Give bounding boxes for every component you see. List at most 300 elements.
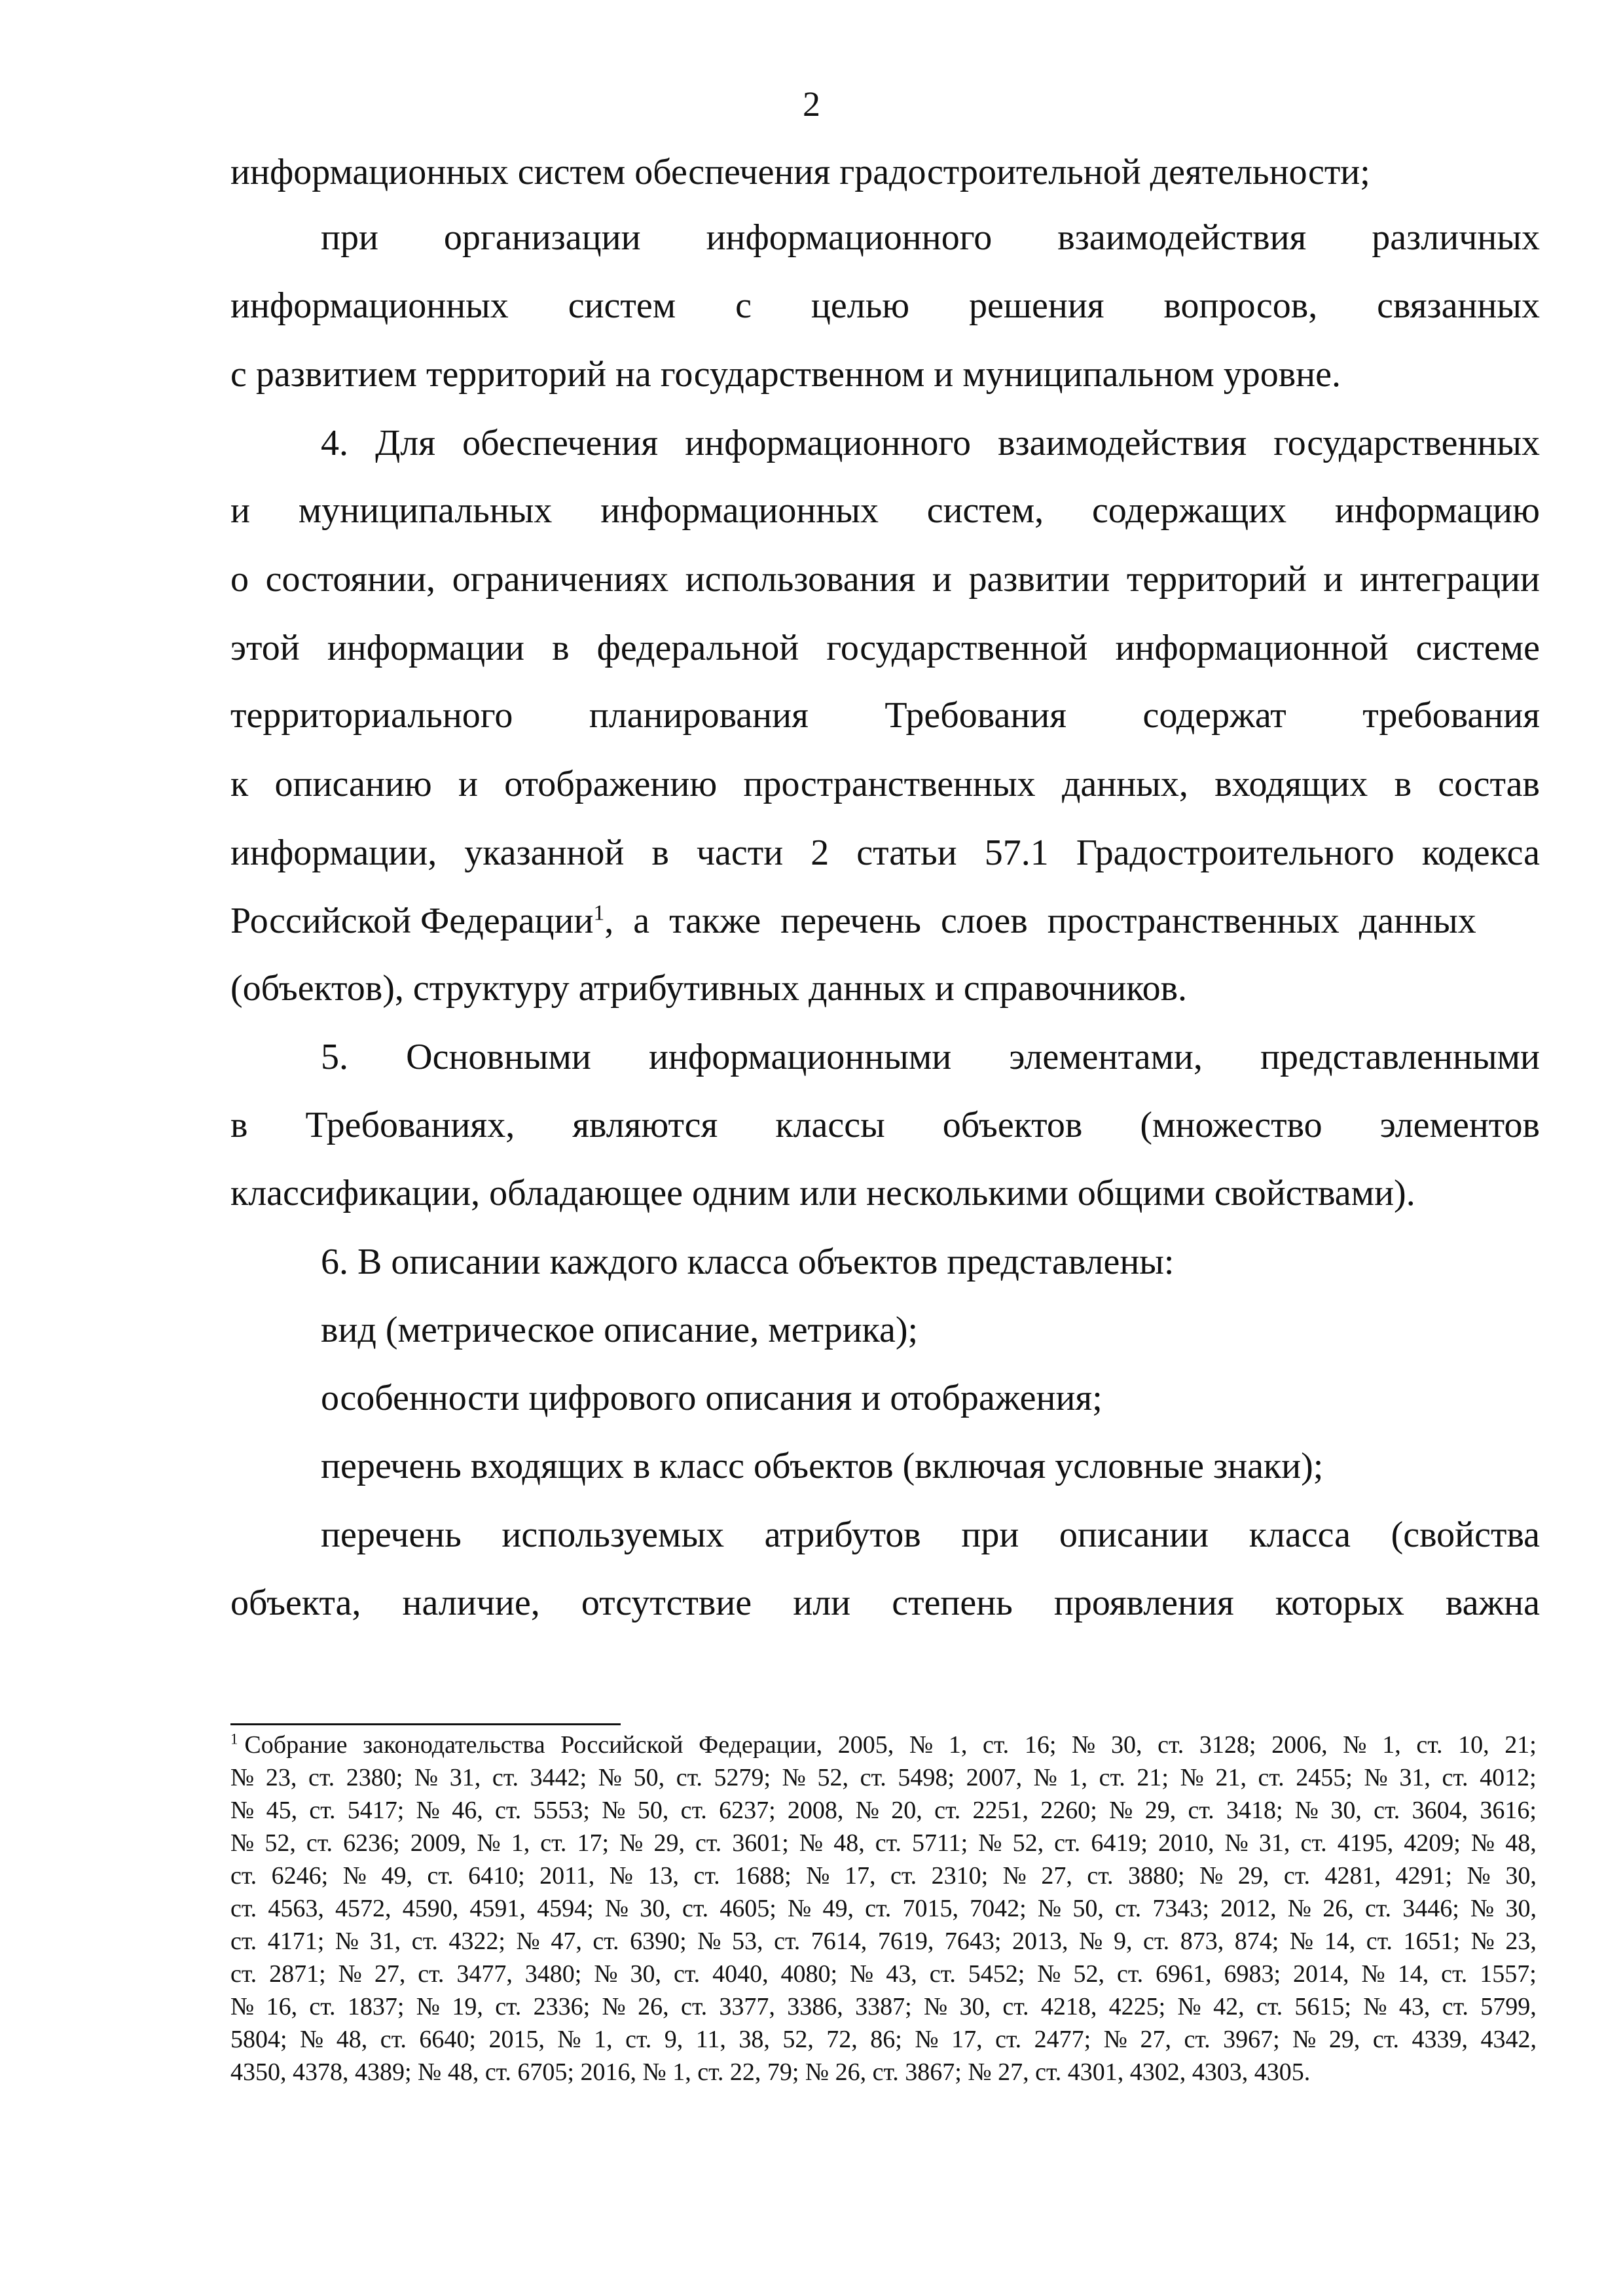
- word: в: [230, 1105, 248, 1145]
- word: ст.: [1366, 1928, 1393, 1955]
- footnote-line: [230, 1762, 1537, 1793]
- word: 52,: [1073, 1960, 1105, 1988]
- text-line: [230, 283, 1540, 329]
- word: 4195,: [1337, 1829, 1394, 1857]
- word: №: [697, 1928, 721, 1955]
- word: ст.: [1188, 1797, 1214, 1824]
- word: ст.: [625, 2026, 652, 2053]
- word: 19,: [452, 1993, 483, 2020]
- word: различных: [1372, 217, 1540, 258]
- word: 21;: [1137, 1764, 1169, 1791]
- word: 3967;: [1223, 2026, 1280, 2053]
- word: 1837;: [347, 1993, 405, 2020]
- footnote-line: [230, 1827, 1537, 1859]
- text-line-with-footnote-ref: [230, 898, 1540, 944]
- footnote-line: [230, 1926, 1537, 1957]
- word: 17,: [951, 2026, 983, 2053]
- word: 2: [811, 833, 830, 873]
- word: 50,: [1072, 1895, 1104, 1922]
- word: 4594;: [537, 1895, 594, 1922]
- word: 4572,: [335, 1895, 392, 1922]
- word: №: [416, 1797, 440, 1824]
- word: 46,: [452, 1797, 483, 1824]
- word: которых: [1275, 1583, 1404, 1623]
- word: 7643;: [944, 1928, 1002, 1955]
- word: целью: [811, 285, 910, 326]
- word: 4590,: [402, 1895, 459, 1922]
- word: 9,: [1113, 1928, 1133, 1955]
- word: ст.: [1184, 2026, 1211, 2053]
- word: 7015,: [902, 1895, 958, 1922]
- word: ст.: [230, 1960, 257, 1988]
- word: ст.: [1441, 1960, 1468, 1988]
- word: 57.1: [984, 833, 1049, 873]
- word: ст.: [875, 1829, 902, 1857]
- word: организации: [443, 217, 641, 258]
- word: этой: [230, 628, 300, 668]
- word: ст.: [1258, 1764, 1285, 1791]
- word: ст.: [680, 1797, 707, 1824]
- footnote-line: [230, 1893, 1537, 1924]
- word: интеграции: [1359, 559, 1540, 600]
- word: 13,: [647, 1862, 679, 1890]
- word: ст.: [1116, 1960, 1144, 1988]
- word: 2008,: [787, 1797, 844, 1824]
- word: №: [978, 1829, 1002, 1857]
- word: ст.: [774, 1928, 801, 1955]
- word: 4281,: [1324, 1862, 1381, 1890]
- word: ст.: [418, 1960, 445, 1988]
- word: ст.: [593, 1928, 619, 1955]
- word: информационного: [706, 217, 993, 258]
- word: №: [1037, 1960, 1061, 1988]
- word: состав: [1438, 764, 1540, 804]
- word: 4225;: [1108, 1993, 1166, 2020]
- word: №: [338, 1960, 362, 1988]
- word: элементами,: [1009, 1037, 1203, 1077]
- word: 1,: [1382, 1731, 1401, 1759]
- word: №: [909, 1731, 934, 1759]
- word: ст.: [860, 1764, 886, 1791]
- word: взаимодействия: [1057, 217, 1307, 258]
- word: решения: [969, 285, 1104, 326]
- footnote-reference: 1: [593, 901, 605, 925]
- text-line: особенности цифрового описания и отображения;: [321, 1378, 1103, 1418]
- word: 4.: [321, 423, 348, 463]
- word: 3480;: [524, 1960, 582, 1988]
- text-line: (объектов), структуру атрибутивных данных и справочников.: [230, 968, 1188, 1009]
- word: 1,: [594, 2026, 613, 2053]
- word: 16;: [1024, 1731, 1057, 1759]
- word: Федерации,: [699, 1731, 823, 1759]
- word: 7614,: [811, 1928, 867, 1955]
- word: 11,: [695, 2026, 726, 2053]
- word: информации,: [230, 833, 437, 873]
- text-line: [321, 1034, 1540, 1080]
- text-fragment: Российской Федерации: [230, 901, 594, 941]
- word: №: [855, 1797, 879, 1824]
- word: №: [1037, 1895, 1062, 1922]
- footnote-separator: [230, 1723, 621, 1725]
- text-line: [321, 1512, 1540, 1558]
- word: в: [651, 833, 669, 873]
- word: 3616;: [1480, 1797, 1537, 1824]
- word: 49,: [381, 1862, 412, 1890]
- footnote-line: [230, 1991, 1537, 2022]
- word: 52,: [1012, 1829, 1044, 1857]
- word: №: [1079, 1928, 1103, 1955]
- text-line: информационных систем обеспечения градостроительной деятельности;: [230, 152, 1370, 192]
- word: 43,: [1398, 1993, 1431, 2020]
- word: 3601;: [732, 1829, 789, 1857]
- word: ст.: [495, 1797, 522, 1824]
- word: ст.: [309, 1797, 336, 1824]
- word: территориального: [230, 695, 513, 736]
- word: 26,: [1322, 1895, 1354, 1922]
- word: федеральной: [596, 628, 799, 668]
- word: 2251,: [972, 1797, 1029, 1824]
- word: 52,: [817, 1764, 849, 1791]
- word: ст.: [306, 1829, 333, 1857]
- word: ст.: [380, 2026, 407, 2053]
- word: №: [1224, 1829, 1249, 1857]
- footnote-line: [230, 1795, 1537, 1826]
- word: 4012;: [1480, 1764, 1537, 1791]
- word: 4322;: [448, 1928, 505, 1955]
- word: 30,: [959, 1993, 991, 2020]
- word: представленными: [1260, 1037, 1540, 1077]
- word: отображению: [504, 764, 718, 804]
- word: ст.: [1087, 1862, 1114, 1890]
- page-number: 2: [803, 84, 820, 124]
- text-fragment: , а также перечень слоев пространственных данных: [604, 901, 1476, 941]
- word: указанной: [464, 833, 625, 873]
- word: обеспечения: [462, 423, 659, 463]
- text-line: [230, 556, 1540, 602]
- word: 20,: [891, 1797, 922, 1824]
- word: информационного: [685, 423, 971, 463]
- word: входящих: [1214, 764, 1368, 804]
- word: 4291;: [1395, 1862, 1453, 1890]
- word: в: [552, 628, 570, 668]
- word: ст.: [230, 1928, 257, 1955]
- text-line: перечень входящих в класс объектов (включая условные знаки);: [321, 1446, 1324, 1486]
- word: 1651;: [1403, 1928, 1461, 1955]
- word: №: [923, 1993, 948, 2020]
- word: государственной: [826, 628, 1088, 668]
- word: 6410;: [468, 1862, 525, 1890]
- word: №: [602, 1993, 626, 2020]
- word: с: [735, 285, 752, 326]
- word: ст.: [411, 1928, 438, 1955]
- word: 9,: [664, 2026, 684, 2053]
- word: 27,: [1140, 2026, 1171, 2053]
- word: ст.: [934, 1797, 961, 1824]
- word: №: [1002, 1862, 1027, 1890]
- word: при: [961, 1515, 1019, 1555]
- word: №: [1103, 2026, 1127, 2053]
- word: (свойства: [1391, 1515, 1540, 1555]
- word: и: [230, 490, 250, 531]
- word: 5452;: [968, 1960, 1025, 1988]
- word: ст.: [682, 1895, 709, 1922]
- text-line: [230, 625, 1540, 671]
- word: 48,: [336, 2026, 368, 2053]
- word: Российской: [560, 1731, 684, 1759]
- word: 7343;: [1152, 1895, 1209, 1922]
- footnote-line: [230, 1860, 1537, 1892]
- text-line: [230, 1580, 1540, 1626]
- word: или: [793, 1583, 851, 1623]
- word: 2013,: [1012, 1928, 1068, 1955]
- word: Требованиях,: [305, 1105, 515, 1145]
- footnote-marker: 1: [230, 1731, 238, 1748]
- word: №: [602, 1797, 626, 1824]
- word: и: [1323, 559, 1343, 600]
- word: ст.: [1374, 1797, 1400, 1824]
- word: и: [932, 559, 952, 600]
- word: №: [1033, 1764, 1057, 1791]
- word: 6419;: [1091, 1829, 1148, 1857]
- word: части: [696, 833, 784, 873]
- word: взаимодействия: [998, 423, 1247, 463]
- word: 1,: [511, 1829, 530, 1857]
- word: информационных: [600, 490, 879, 531]
- word: 38,: [739, 2026, 770, 2053]
- word: 30,: [1330, 1797, 1362, 1824]
- word: 6390;: [630, 1928, 687, 1955]
- word: информацию: [1334, 490, 1540, 531]
- word: 5615;: [1294, 1993, 1351, 2020]
- word: 17,: [844, 1862, 876, 1890]
- word: 2012,: [1220, 1895, 1277, 1922]
- footnote-first-line: [230, 1729, 1537, 1761]
- word: ст.: [929, 1960, 956, 1988]
- word: №: [1177, 1993, 1201, 2020]
- word: №: [335, 1928, 359, 1955]
- word: №: [915, 2026, 939, 2053]
- word: №: [300, 2026, 324, 2053]
- word: содержащих: [1091, 490, 1287, 531]
- word: муниципальных: [298, 490, 553, 531]
- word: 29,: [1328, 2026, 1360, 2053]
- word: ст.: [230, 1862, 257, 1890]
- word: 21;: [1504, 1731, 1537, 1759]
- word: 4591,: [469, 1895, 526, 1922]
- word: 4209;: [1404, 1829, 1461, 1857]
- word: при: [321, 217, 378, 258]
- word: классы: [775, 1105, 885, 1145]
- word: 4605;: [720, 1895, 776, 1922]
- word: объекта,: [230, 1583, 361, 1623]
- word: 5498;: [898, 1764, 955, 1791]
- word: 2380;: [346, 1764, 403, 1791]
- footnote-line: [230, 1958, 1537, 1990]
- word: 50,: [637, 1797, 669, 1824]
- word: №: [598, 1764, 623, 1791]
- word: 29,: [653, 1829, 685, 1857]
- word: 31,: [369, 1928, 401, 1955]
- word: отсутствие: [581, 1583, 752, 1623]
- word: описанию: [274, 764, 432, 804]
- text-line: [230, 761, 1540, 807]
- word: 874;: [1234, 1928, 1279, 1955]
- text-line: с развитием территорий на государственном и муниципальном уровне.: [230, 354, 1341, 395]
- word: ст.: [427, 1862, 454, 1890]
- word: развитии: [968, 559, 1110, 600]
- word: 2014,: [1293, 1960, 1349, 1988]
- word: 873,: [1180, 1928, 1224, 1955]
- text-line: [230, 488, 1540, 533]
- word: ст.: [1300, 1829, 1327, 1857]
- word: 2336;: [533, 1993, 591, 2020]
- word: 17;: [577, 1829, 610, 1857]
- word: 4040,: [712, 1960, 769, 1988]
- word: 31,: [1258, 1829, 1290, 1857]
- word: 2007,: [966, 1764, 1023, 1791]
- word: ст.: [1283, 1862, 1310, 1890]
- word: Основными: [406, 1037, 591, 1077]
- word: и: [458, 764, 478, 804]
- word: №: [230, 1993, 255, 2020]
- word: 31,: [1399, 1764, 1431, 1791]
- word: №: [799, 1829, 824, 1857]
- word: 6236;: [343, 1829, 400, 1857]
- word: 3442;: [530, 1764, 587, 1791]
- word: ст.: [983, 1731, 1010, 1759]
- text-line: 6. В описании каждого класса объектов представлены:: [321, 1242, 1175, 1282]
- word: 2011,: [539, 1862, 595, 1890]
- word: 4339,: [1412, 2026, 1468, 2053]
- word: являются: [572, 1105, 718, 1145]
- word: 29,: [1237, 1862, 1269, 1890]
- word: ст.: [680, 1993, 708, 2020]
- word: 6246;: [271, 1862, 329, 1890]
- word: информационных: [230, 285, 509, 326]
- word: 49,: [822, 1895, 854, 1922]
- text-line: [230, 830, 1540, 876]
- word: №: [806, 1862, 830, 1890]
- word: 47,: [551, 1928, 582, 1955]
- word: №: [788, 1895, 812, 1922]
- word: информации: [327, 628, 525, 668]
- word: №: [1343, 1731, 1367, 1759]
- word: 5804;: [230, 2026, 287, 2053]
- word: ст.: [673, 1960, 701, 1988]
- word: №: [1470, 1928, 1495, 1955]
- word: данных,: [1061, 764, 1188, 804]
- word: 4171;: [267, 1928, 325, 1955]
- word: 52,: [782, 2026, 814, 2053]
- word: 5417;: [347, 1797, 405, 1824]
- word: №: [516, 1928, 540, 1955]
- word: ст.: [890, 1862, 917, 1890]
- word: 2310;: [931, 1862, 989, 1890]
- word: ст.: [1364, 1895, 1392, 1922]
- word: №: [850, 1960, 874, 1988]
- word: степень: [892, 1583, 1013, 1623]
- word: ст.: [1442, 1993, 1468, 2020]
- word: №: [1363, 1993, 1387, 2020]
- word: №: [557, 2026, 581, 2053]
- word: использования: [685, 559, 916, 600]
- word: ограничениях: [452, 559, 669, 600]
- word: кодекса: [1421, 833, 1540, 873]
- text-line: классификации, обладающее одним или несколькими общими свойствами).: [230, 1173, 1415, 1213]
- word: объектов: [942, 1105, 1083, 1145]
- text-line: вид (метрическое описание, метрика);: [321, 1310, 919, 1350]
- word: 6237;: [719, 1797, 776, 1824]
- word: 30,: [640, 1895, 671, 1922]
- word: информационными: [649, 1037, 952, 1077]
- word: ст.: [230, 1895, 257, 1922]
- word: №: [230, 1829, 255, 1857]
- word: элементов: [1379, 1105, 1540, 1145]
- word: информационной: [1115, 628, 1389, 668]
- text-line: [321, 215, 1540, 260]
- word: 3387;: [855, 1993, 912, 2020]
- word: требования: [1362, 695, 1540, 736]
- word: 1,: [1068, 1764, 1088, 1791]
- word: №: [230, 1764, 255, 1791]
- word: 1,: [948, 1731, 968, 1759]
- word: 4563,: [268, 1895, 324, 1922]
- word: системе: [1415, 628, 1540, 668]
- word: 3128;: [1199, 1731, 1256, 1759]
- word: 3880;: [1128, 1862, 1185, 1890]
- text-line: [230, 692, 1540, 738]
- word: 6961,: [1156, 1960, 1212, 1988]
- word: №: [609, 1862, 633, 1890]
- word: ст.: [693, 1862, 720, 1890]
- word: государственных: [1273, 423, 1540, 463]
- word: ст.: [492, 1764, 519, 1791]
- word: №: [1467, 1862, 1491, 1890]
- word: 31,: [449, 1764, 481, 1791]
- word: 1688;: [735, 1862, 792, 1890]
- word: №: [1289, 1928, 1314, 1955]
- word: №: [342, 1862, 367, 1890]
- word: 45,: [266, 1797, 298, 1824]
- word: 26,: [638, 1993, 669, 2020]
- word: 29,: [1144, 1797, 1176, 1824]
- word: №: [1109, 1797, 1133, 1824]
- word: ст.: [1372, 2026, 1399, 2053]
- word: описании: [1059, 1515, 1209, 1555]
- word: №: [477, 1829, 501, 1857]
- footnote-text: [238, 1729, 1537, 1761]
- word: №: [1292, 2026, 1317, 2053]
- word: 14,: [1324, 1928, 1356, 1955]
- word: о: [230, 559, 249, 600]
- word: 5711;: [912, 1829, 968, 1857]
- word: №: [1199, 1862, 1224, 1890]
- word: 4218,: [1040, 1993, 1097, 2020]
- word: 14,: [1397, 1960, 1429, 1988]
- word: 86;: [870, 2026, 902, 2053]
- word: в: [1394, 764, 1412, 804]
- word: 7042;: [970, 1895, 1027, 1922]
- word: 3386,: [787, 1993, 843, 2020]
- word: 72,: [826, 2026, 858, 2053]
- word: ст.: [1256, 1993, 1283, 2020]
- word: №: [1361, 1960, 1385, 1988]
- word: 3418;: [1226, 1797, 1283, 1824]
- word: ст.: [995, 2026, 1022, 2053]
- word: используемых: [501, 1515, 725, 1555]
- word: 2015,: [488, 2026, 545, 2053]
- word: 27,: [374, 1960, 406, 1988]
